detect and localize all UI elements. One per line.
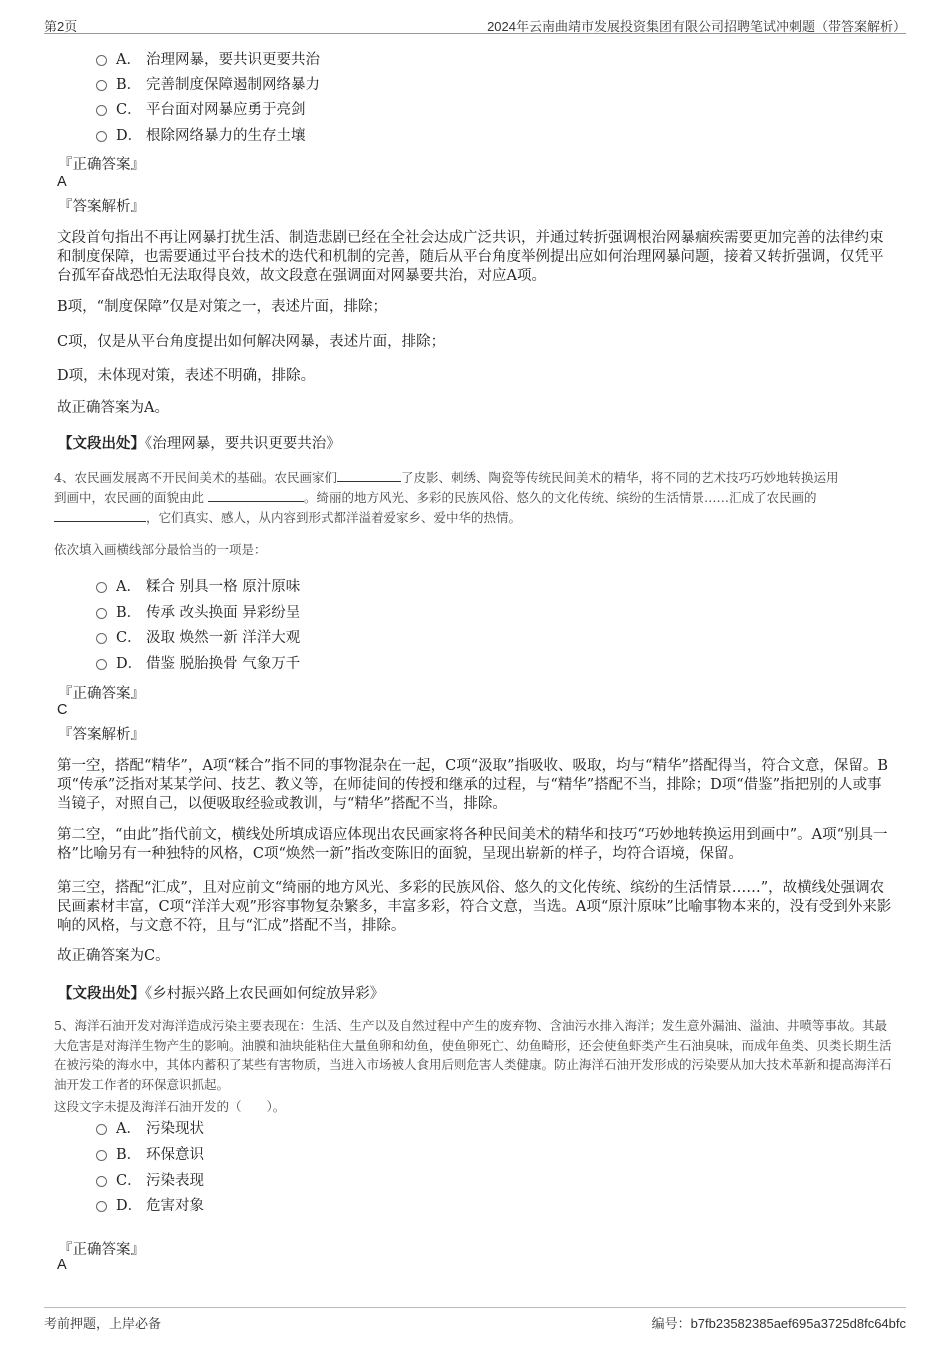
radio-icon[interactable] — [96, 608, 107, 619]
analysis-label: 『答案解析』 — [58, 199, 145, 215]
option-a[interactable]: A． 糅合 别具一格 原汁原味 — [96, 577, 300, 597]
radio-icon[interactable] — [96, 1150, 107, 1161]
option-b[interactable]: B． 传承 改头换面 异彩纷呈 — [96, 603, 300, 623]
answer-value: A — [57, 1257, 67, 1273]
answer-label: 『正确答案』 — [58, 686, 145, 702]
option-d[interactable]: D． 借鉴 脱胎换骨 气象万千 — [96, 654, 300, 674]
analysis-paragraph: 第二空，“由此”指代前文，横线处所填成语应体现出农民画家将各种民间美术的精华和技巧“巧妙地转换运用到画中”。A项“别具一格”比喻另有一种独特的风格，C项“焕然一新”指改变陈旧的面貌，呈现出崭新的样子，均符合语境，保留。 — [57, 827, 888, 862]
option-d[interactable]: D． 危害对象 — [96, 1196, 204, 1216]
analysis-paragraph: 第一空，搭配“精华”，A项“糅合”指不同的事物混杂在一起，C项“汲取”指吸收、吸取，均与“精华”搭配得当，符合文意，保留。B项“传承”泛指对某某学问、技艺、教义等，在师徒间的传授和继承的过程，与“精华”搭配不当，排除；D项“借鉴”指把别的人或事当镜子，对照自己，以便吸取经验或教训，与“精华”搭配不当，排除。 — [57, 758, 889, 812]
radio-icon[interactable] — [96, 131, 107, 142]
answer-label: 『正确答案』 — [58, 1242, 145, 1258]
document-title: 2024年云南曲靖市发展投资集团有限公司招聘笔试冲刺题（带答案解析） — [487, 19, 906, 34]
fill-blank — [54, 509, 146, 522]
analysis-paragraph: B项，“制度保障”仅是对策之一，表述片面，排除； — [57, 299, 387, 315]
option-b[interactable]: B． 完善制度保障遏制网络暴力 — [96, 75, 320, 95]
fill-blank — [208, 489, 304, 502]
radio-icon[interactable] — [96, 80, 107, 91]
radio-icon[interactable] — [96, 1201, 107, 1212]
document-id: 编号：b7fb23582385aef695a3725d8fc64bfc — [651, 1316, 906, 1331]
question-stem: 5、海洋石油开发对海洋造成污染主要表现在：生活、生产以及自然过程中产生的废弃物、含油污水排入海洋；发生意外漏油、溢油、井喷等事故。其最大危害是对海洋生物产生的影响。油膜和油块能粘住大量鱼卵和幼鱼，使鱼卵死亡、幼鱼畸形，还会使鱼虾类产生石油臭味，而成年鱼类、贝类长期生活在被污染的海水中，其体内蓄积了某些有害物质，当进入市场被人食用后则危害人类健康。防止海洋石油开发形成的污染要从加大技术革新和提高海洋石油开发工作者的环保意识抓起。 — [54, 1018, 892, 1092]
radio-icon[interactable] — [96, 105, 107, 116]
radio-icon[interactable] — [96, 55, 107, 66]
passage-source: 【文段出处】《治理网暴，要共识更要共治》 — [58, 435, 341, 452]
analysis-paragraph: D项，未体现对策，表述不明确，排除。 — [57, 368, 316, 384]
option-d[interactable]: D． 根除网络暴力的生存土壤 — [96, 126, 306, 146]
analysis-paragraph: 故正确答案为C。 — [57, 948, 170, 964]
option-a[interactable]: A． 污染现状 — [96, 1119, 204, 1139]
analysis-paragraph: C项，仅是从平台角度提出如何解决网暴，表述片面，排除； — [57, 334, 446, 350]
option-c[interactable]: C． 污染表现 — [96, 1171, 204, 1191]
answer-value: A — [57, 174, 67, 190]
option-b[interactable]: B． 环保意识 — [96, 1145, 204, 1165]
header-divider — [44, 33, 906, 34]
footer-divider — [44, 1307, 906, 1308]
question-prompt: 依次填入画横线部分最恰当的一项是： — [54, 542, 267, 557]
radio-icon[interactable] — [96, 633, 107, 644]
analysis-label: 『答案解析』 — [58, 727, 145, 743]
passage-source: 【文段出处】《乡村振兴路上农民画如何绽放异彩》 — [58, 985, 385, 1002]
answer-value: C — [57, 702, 68, 718]
radio-icon[interactable] — [96, 1124, 107, 1135]
analysis-paragraph: 第三空，搭配“汇成”，且对应前文“绮丽的地方风光、多彩的民族风俗、悠久的文化传统、缤纷的生活情景……”，故横线处强调农民画素材丰富，C项“洋洋大观”形容事物复杂繁多，丰富多彩，符合文意，当选。A项“原汁原味”比喻事物本来的，没有受到外来影响的风格，与文意不符，且与“汇成”搭配不当，排除。 — [57, 880, 892, 934]
radio-icon[interactable] — [96, 1176, 107, 1187]
footer-slogan: 考前押题，上岸必备 — [44, 1316, 162, 1331]
fill-blank — [337, 469, 401, 482]
question-stem: 4、农民画发展离不开民间美术的基础。农民画家们 了皮影、刺绣、陶瓷等传统民间美术的精华，将不同的艺术技巧巧妙地转换运用 到画中，农民画的面貌由此 。绮丽的地方风光、多彩的民族风俗、悠久的文化传统、缤纷的生活情景……汇成了农民画的 ，它们真实、感人，从内容到形式都洋溢着爱家乡、爱中华的热情。 — [54, 470, 839, 525]
analysis-paragraph: 故正确答案为A。 — [57, 400, 169, 416]
radio-icon[interactable] — [96, 582, 107, 593]
question-prompt: 这段文字未提及海洋石油开发的（ ）。 — [54, 1099, 286, 1114]
radio-icon[interactable] — [96, 659, 107, 670]
option-c[interactable]: C． 汲取 焕然一新 洋洋大观 — [96, 628, 300, 648]
option-a[interactable]: A． 治理网暴，要共识更要共治 — [96, 50, 320, 70]
analysis-paragraph: 文段首句指出不再让网暴打扰生活、制造悲剧已经在全社会达成广泛共识，并通过转折强调根治网暴痼疾需要更加完善的法律约束和制度保障，也需要通过平台技术的迭代和机制的完善，随后从平台角度举例提出应如何治理网暴问题，接着又转折强调，仅凭平台孤军奋战恐怕无法取得良效，故文段意在强调面对网暴要共治，对应A项。 — [57, 230, 884, 284]
page-number: 第2页 — [44, 19, 78, 34]
answer-label: 『正确答案』 — [58, 157, 145, 173]
option-c[interactable]: C． 平台面对网暴应勇于亮剑 — [96, 100, 306, 120]
